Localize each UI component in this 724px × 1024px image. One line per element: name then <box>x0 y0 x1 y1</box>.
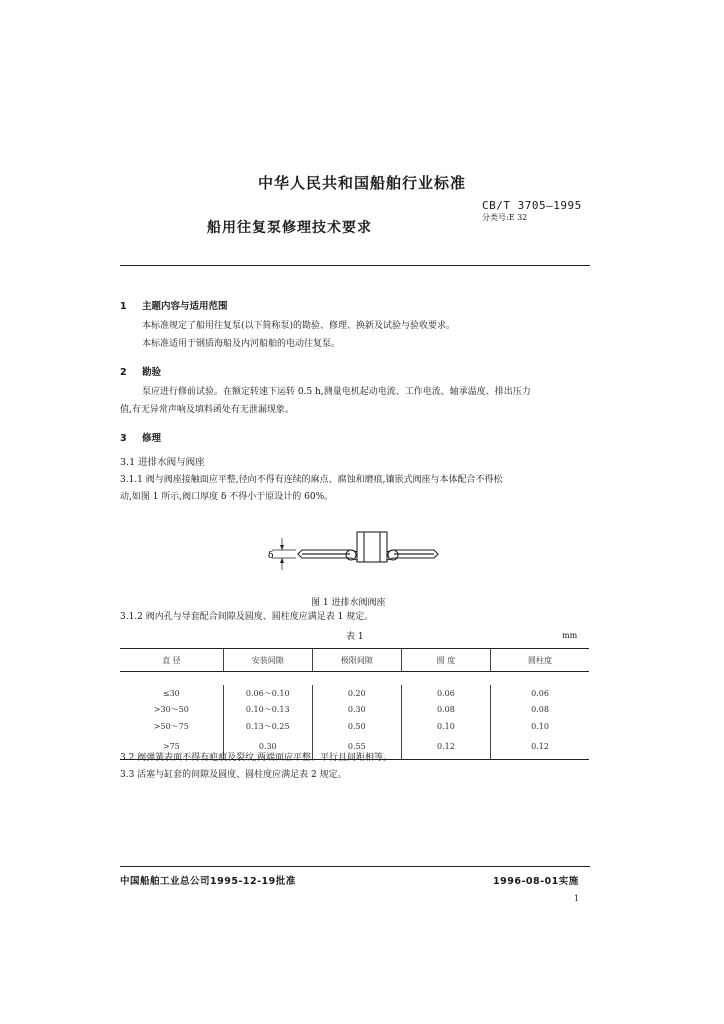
column-header: 直 径 <box>120 649 223 672</box>
effective-date: 1996-08-01实施 <box>493 876 579 887</box>
section-number: 2 <box>120 367 127 378</box>
section-2-paragraph-line-2: 值,有无异常声响及填料函处有无泄漏现象。 <box>120 405 294 415</box>
section-number: 3 <box>120 433 127 444</box>
table-cell: 0.10 <box>491 718 590 735</box>
table-header-row <box>120 649 589 672</box>
header-divider <box>120 265 590 266</box>
table-cell: 0.12 <box>401 735 490 760</box>
subsection-3-1-1-line-1: 3.1.1 阀与阀座接触面应平整,径向不得有连续的麻点、腐蚀和磨痕,镶嵌式阀座与本体配合不得松 <box>120 475 503 485</box>
table-cell: 0.50 <box>312 718 401 735</box>
standard-number: CB/T 3705—1995 <box>482 199 582 212</box>
table-cell: 0.10～0.13 <box>223 702 312 719</box>
table-cell: 0.06～0.10 <box>223 685 312 702</box>
section-title: 修理 <box>142 433 162 444</box>
section-title: 主题内容与适用范围 <box>142 301 228 312</box>
table-row <box>120 718 589 735</box>
column-header: 极限间隙 <box>312 649 401 672</box>
table-cell: >75 <box>120 735 223 760</box>
section-1-heading <box>120 298 228 312</box>
table-cell: 0.08 <box>491 702 590 719</box>
section-2-heading <box>120 364 161 378</box>
document-organization-heading: 中华人民共和国船舶行业标准 <box>257 174 466 192</box>
table-cell: ≤30 <box>162 688 180 698</box>
table-cell: >50～75 <box>153 721 189 731</box>
column-header: 圆柱度 <box>491 649 590 672</box>
table-cell: 0.13～0.25 <box>223 718 312 735</box>
table-cell: 0.55 <box>312 735 401 760</box>
column-header: 安装间隙 <box>223 649 312 672</box>
document-title: 船用往复泵修理技术要求 <box>207 220 372 236</box>
subsection-3-1-1-line-2: 动,如图 1 所示,阀口厚度 δ 不得小于原设计的 60%。 <box>120 492 334 502</box>
classification-number: 分类号:E 32 <box>482 213 528 222</box>
table-cell: 0.08 <box>401 702 490 719</box>
table-row <box>120 702 589 719</box>
figure-1-caption: 图 1 进排水阀阀座 <box>311 598 386 608</box>
table-cell: 0.30 <box>312 702 401 719</box>
subsection-3-3: 3.3 活塞与缸套的间隙及圆度、圆柱度应满足表 2 规定。 <box>120 770 347 780</box>
table-1-unit: mm <box>562 631 578 640</box>
table-cell: 0.10 <box>401 718 490 735</box>
subsection-3-2: 3.2 阀弹簧表面不得有疤痕及裂纹,两端面应平整、平行且间距相等。 <box>120 753 393 763</box>
valve-seat-figure <box>262 522 452 582</box>
section-title: 勘验 <box>142 367 162 378</box>
subsection-3-1-2: 3.1.2 阀内孔与导套配合间隙及圆度、圆柱度应满足表 1 规定。 <box>120 612 374 622</box>
column-header: 圆 度 <box>401 649 490 672</box>
table-cell: 0.06 <box>491 685 590 702</box>
table-cell: >30～50 <box>153 705 189 715</box>
approval-date: 中国船舶工业总公司1995-12-19批准 <box>120 876 296 887</box>
table-cell: 0.30 <box>223 735 312 760</box>
footer-divider <box>120 866 590 867</box>
table-cell: 0.12 <box>491 735 590 760</box>
table-row <box>120 685 589 702</box>
section-1-paragraph-2: 本标准适用于钢质海船及内河船舶的电动往复泵。 <box>142 339 341 349</box>
section-2-paragraph-line-1: 泵应进行修前试验。在额定转速下运转 0.5 h,测量电机起动电流、工作电流、轴承温度、排出压力 <box>142 387 531 397</box>
section-number: 1 <box>120 301 127 312</box>
thickness-label: δ <box>268 551 274 561</box>
table-cell: 0.06 <box>401 685 490 702</box>
section-1-paragraph-1: 本标准规定了船用往复泵(以下简称泵)的勘验、修理、换新及试验与验收要求。 <box>142 321 456 331</box>
table-1 <box>120 648 589 760</box>
page-number: 1 <box>574 894 580 903</box>
subsection-3-1-heading: 3.1 进排水阀与阀座 <box>120 457 205 468</box>
table-1-title: 表 1 <box>346 632 364 642</box>
section-3-heading <box>120 430 161 444</box>
table-cell: 0.20 <box>312 685 401 702</box>
